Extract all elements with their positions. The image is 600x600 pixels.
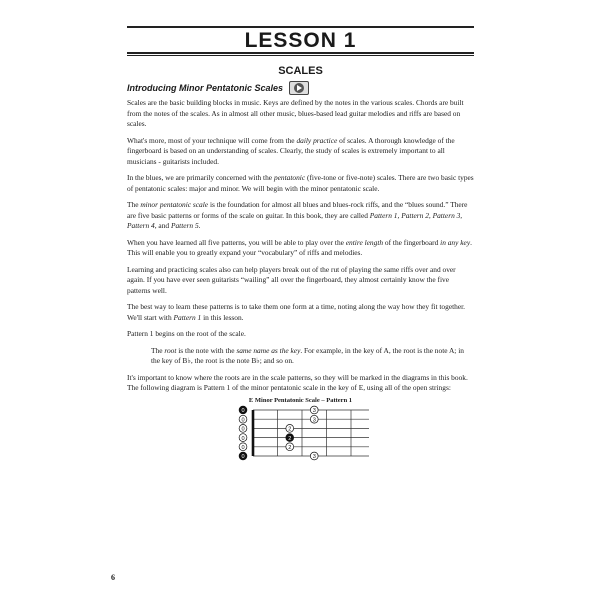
- emphasis: root: [164, 345, 177, 355]
- emphasis: pentatonic: [273, 173, 306, 182]
- emphasis: entire length: [345, 237, 384, 247]
- subheading-row: [127, 80, 309, 96]
- finger-number: 3: [312, 417, 316, 424]
- open-string-label: 0: [241, 445, 245, 451]
- section-title: SCALES: [278, 65, 323, 77]
- emphasis: Pattern 5: [170, 221, 199, 230]
- emphasis: daily practice: [296, 135, 338, 145]
- play-icon: [294, 83, 304, 93]
- finger-number: 2: [288, 435, 292, 442]
- emphasis: in any key: [440, 237, 471, 247]
- finger-number: 3: [312, 454, 316, 461]
- finger-number: 2: [288, 445, 292, 451]
- emphasis: minor pentatonic scale: [140, 200, 209, 209]
- lesson-header: [127, 26, 474, 56]
- play-video-button[interactable]: [289, 81, 309, 95]
- subheading: Introducing Minor Pentatonic Scales: [127, 83, 284, 93]
- open-string-label: 0: [241, 454, 245, 461]
- paragraph: The minor pentatonic scale is the foundation for almost all blues and blues-rock riffs, and the “blues sound.” There are five basic patterns or forms of the scale on guitar. In this book, they are called Pattern 1, Pattern 2, Pattern 3, Pattern 4, and Pattern 5.: [127, 200, 468, 230]
- indented-paragraph: The root is the note with the same name as the key. For example, in the key of A, the root is the note A; in the key of B♭, the root is the note B♭; and so on.: [151, 345, 464, 365]
- title-rule-bottom: [127, 52, 474, 54]
- body-text: [127, 98, 474, 400]
- open-string-label: 0: [241, 435, 245, 442]
- diagram-title: E Minor Pentatonic Scale – Pattern 1: [248, 397, 353, 404]
- title-rule-bottom-thin: [127, 55, 474, 56]
- paragraph: It's important to know where the roots are in the scale patterns, so they will be marked in the diagrams in this book. The following diagram is Pattern 1 of the minor pentatonic scale in the key of E, using all of the open strings:: [127, 372, 468, 392]
- fretboard-diagram: [233, 404, 369, 466]
- finger-number: 3: [312, 408, 316, 415]
- finger-number: 2: [288, 426, 292, 433]
- paragraph: Scales are the basic building blocks in music. Keys are defined by the notes in the various scales. Chords are built from the notes of the scales. As in almost all other music, blues-based lead guitar melodies and riffs are based on scales.: [127, 98, 464, 128]
- paragraph: What's more, most of your technique will come from the daily practice of scales. A thorough knowledge of the fingerboard is based on an understanding of scales. Clearly, the study of scales is extremely important to all musicians - guitarists included.: [127, 135, 455, 166]
- open-string-label: 0: [241, 426, 245, 433]
- paragraph: The best way to learn these patterns is to take them one form at a time, noting along the way how they fit together. We'll start with Pattern 1 in this lesson.: [127, 302, 466, 322]
- open-string-label: 0: [241, 408, 245, 415]
- paragraph: Pattern 1 begins on the root of the scale.: [127, 329, 246, 338]
- emphasis: Pattern 1: [173, 312, 202, 322]
- title-rule-top: [127, 26, 474, 28]
- paragraph: Learning and practicing scales also can help players break out of the rut of playing the same riffs over and over again. If you have ever seen guitarists “wailing” all over the fingerboard, they almost certainly know the five patterns well.: [127, 264, 456, 295]
- paragraph: In the blues, we are primarily concerned with the pentatonic (five-tone or five-note) scales. There are two basic types of pentatonic scales: major and minor. We will begin with the minor pentatonic scale.: [127, 173, 474, 193]
- emphasis: Pattern 1, Pattern 2, Pattern 3, Pattern 4: [127, 210, 463, 230]
- open-string-label: 0: [241, 417, 245, 424]
- emphasis: same name as the key: [236, 345, 301, 355]
- page-number: 6: [111, 573, 115, 582]
- paragraph: When you have learned all five patterns, you will be able to play over the entire length of the fingerboard in any key. This will enable you to greatly expand your “vocabulary” of riffs and melodies.: [127, 237, 472, 257]
- lesson-title: LESSON 1: [244, 29, 357, 52]
